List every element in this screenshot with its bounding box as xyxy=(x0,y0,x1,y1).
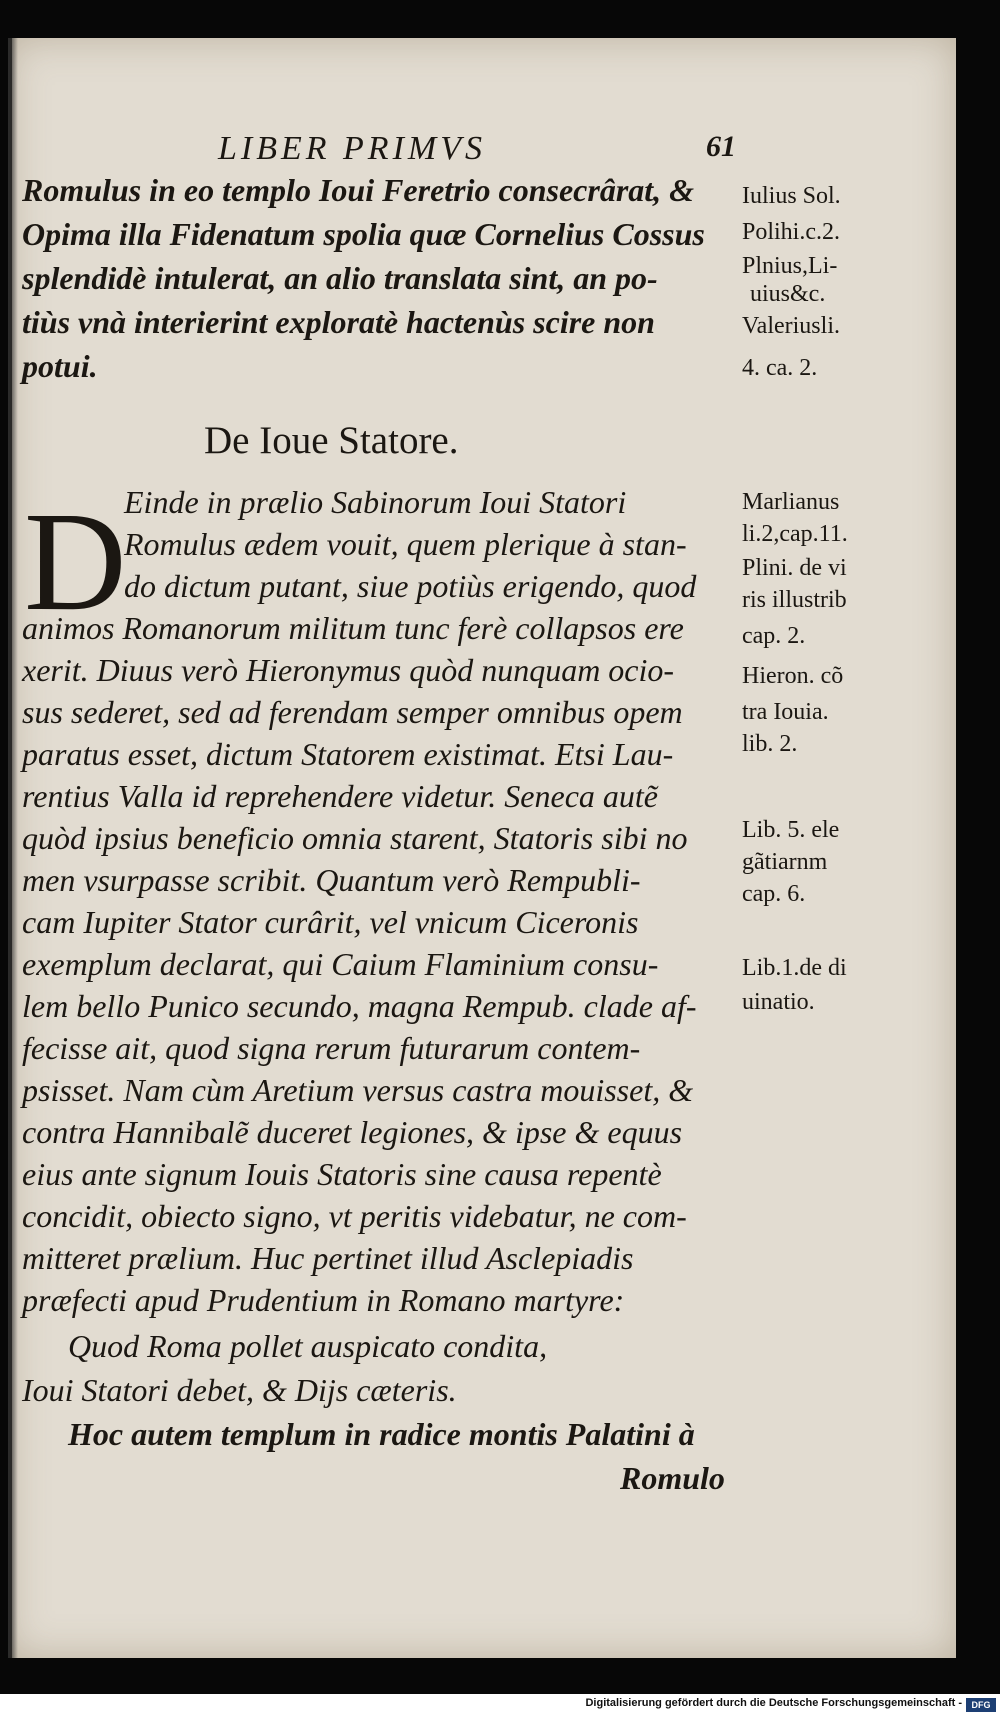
marginal-note: cap. 2. xyxy=(742,623,806,649)
marginal-note: Lib. 5. ele xyxy=(742,817,840,843)
verse-line: Ioui Statori debet, & Dijs cæteris. xyxy=(22,1372,457,1408)
body-line: Hoc autem templum in radice montis Palatini à xyxy=(68,1416,695,1452)
body-line: mitteret prælium. Huc pertinet illud Asclepiadis xyxy=(22,1240,634,1276)
footer-credit: Digitalisierung gefördert durch die Deutsche Forschungsgemeinschaft - xyxy=(585,1697,962,1709)
body-line: paratus esset, dictum Statorem existimat. Etsi Lau- xyxy=(22,736,674,772)
body-line: præfecti apud Prudentium in Romano martyre: xyxy=(22,1282,625,1318)
marginal-note: Plini. de vi xyxy=(742,555,847,581)
marginal-note: Valeriusli. xyxy=(742,313,840,339)
marginal-note: Hieron. cõ xyxy=(742,663,844,689)
marginal-note: li.2,cap.11. xyxy=(742,521,848,547)
dfg-logo-icon: DFG xyxy=(966,1698,996,1712)
body-line: eius ante signum Iouis Statoris sine causa repentè xyxy=(22,1156,662,1192)
marginal-note: Marlianus xyxy=(742,489,840,515)
digitization-footer xyxy=(0,1694,1000,1718)
body-line: Romulus in eo templo Ioui Feretrio consecrârat, & xyxy=(22,172,695,208)
body-line: quòd ipsius beneficio omnia starent, Statoris sibi no xyxy=(22,820,688,856)
marginal-note: uius&c. xyxy=(750,281,826,307)
marginal-note: Iulius Sol. xyxy=(742,183,841,209)
marginal-note: Plnius,Li- xyxy=(742,253,838,279)
marginal-note: Polihi.c.2. xyxy=(742,219,841,245)
body-line: Opima illa Fidenatum spolia quæ Cornelius Cossus xyxy=(22,216,705,252)
marginal-note: gãtiarnm xyxy=(742,849,828,875)
marginal-note: 4. ca. 2. xyxy=(742,355,818,381)
body-line: men vsurpasse scribit. Quantum verò Rempubli- xyxy=(22,862,641,898)
body-line: do dictum putant, siue potiùs erigendo, quod xyxy=(124,568,697,604)
body-line: Romulus ædem vouit, quem plerique à stan- xyxy=(124,526,687,562)
running-title: LIBER PRIMVS xyxy=(218,130,486,167)
body-line: rentius Valla id reprehendere videtur. Seneca autẽ xyxy=(22,778,658,814)
body-line: psisset. Nam cùm Aretium versus castra mouisset, & xyxy=(22,1072,694,1108)
marginal-note: tra Iouia. xyxy=(742,699,829,725)
marginal-note: Lib.1.de di xyxy=(742,955,847,981)
book-page xyxy=(8,38,956,1658)
catchword: Romulo xyxy=(620,1460,725,1496)
body-line: splendidè intulerat, an alio translata sint, an po- xyxy=(22,260,658,296)
marginal-note: cap. 6. xyxy=(742,881,806,907)
drop-cap: D xyxy=(24,482,127,640)
page-number: 61 xyxy=(706,130,736,163)
body-line: fecisse ait, quod signa rerum futurarum contem- xyxy=(22,1030,641,1066)
body-line: animos Romanorum militum tunc ferè collapsos ere xyxy=(22,610,684,646)
body-line: lem bello Punico secundo, magna Rempub. clade af- xyxy=(22,988,697,1024)
body-line: cam Iupiter Stator curârit, vel vnicum Ciceronis xyxy=(22,904,639,940)
body-line: sus sederet, sed ad ferendam semper omnibus opem xyxy=(22,694,683,730)
body-line: potui. xyxy=(22,348,98,384)
marginal-note: lib. 2. xyxy=(742,731,798,757)
body-line: contra Hannibalẽ duceret legiones, & ipse & equus xyxy=(22,1114,683,1150)
body-line: tiùs vnà interierint exploratè hactenùs scire non xyxy=(22,304,655,340)
body-line: xerit. Diuus verò Hieronymus quòd nunquam ocio- xyxy=(22,652,675,688)
marginal-note: uinatio. xyxy=(742,989,815,1015)
body-line: Einde in prælio Sabinorum Ioui Statori xyxy=(124,484,627,520)
body-line: concidit, obiecto signo, vt peritis videbatur, ne com- xyxy=(22,1198,687,1234)
marginal-note: ris illustrib xyxy=(742,587,847,613)
verse-line: Quod Roma pollet auspicato condita, xyxy=(68,1328,548,1364)
body-line: exemplum declarat, qui Caium Flaminium consu- xyxy=(22,946,659,982)
section-heading: De Ioue Statore. xyxy=(204,419,459,462)
